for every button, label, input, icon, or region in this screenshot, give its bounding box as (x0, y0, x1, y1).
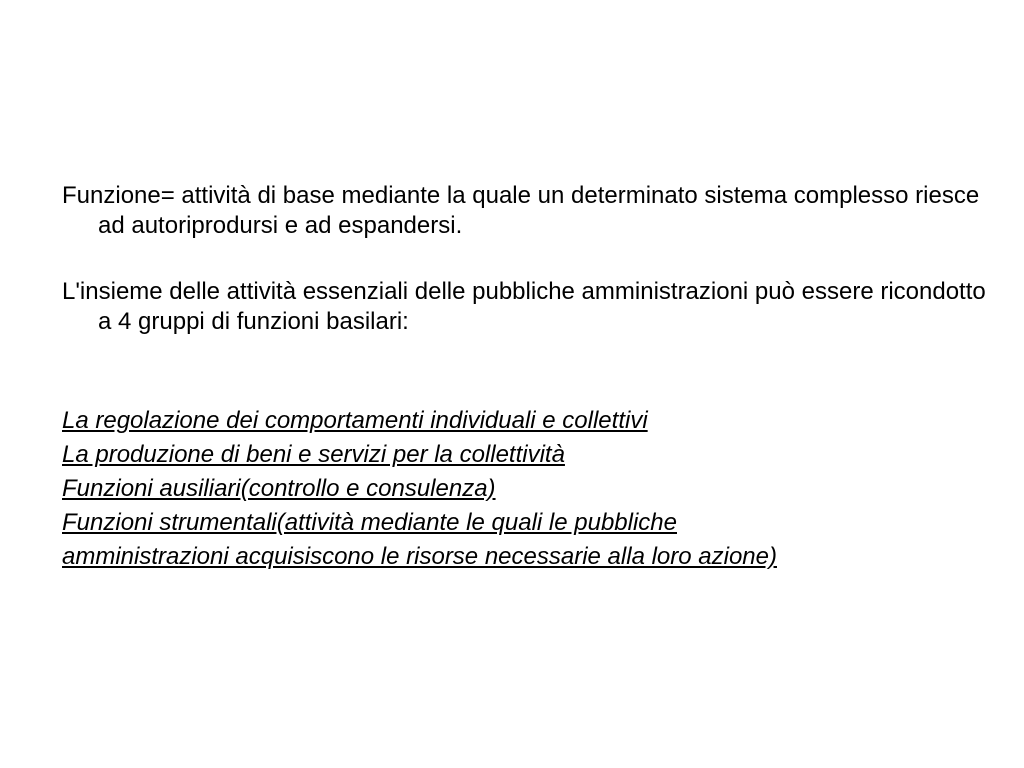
intro-paragraph: L'insieme delle attività essenziali delle pubbliche amministrazioni può essere ricondotto a 4 gruppi di funzioni basilari: (62, 278, 986, 335)
definition-paragraph: Funzione= attività di base mediante la quale un determinato sistema complesso riesce ad autoriprodursi e ad espandersi. (62, 182, 980, 239)
function-item: Funzioni strumentali(attività mediante le quali le pubbliche (62, 509, 677, 536)
function-item: amministrazioni acquisiscono le risorse necessarie alla loro azione) (62, 543, 777, 570)
function-item: Funzioni ausiliari(controllo e consulenza) (62, 475, 496, 502)
function-item: La produzione di beni e servizi per la collettività (62, 441, 565, 468)
functions-list (62, 404, 962, 574)
function-item: La regolazione dei comportamenti individuali e collettivi (62, 407, 648, 434)
